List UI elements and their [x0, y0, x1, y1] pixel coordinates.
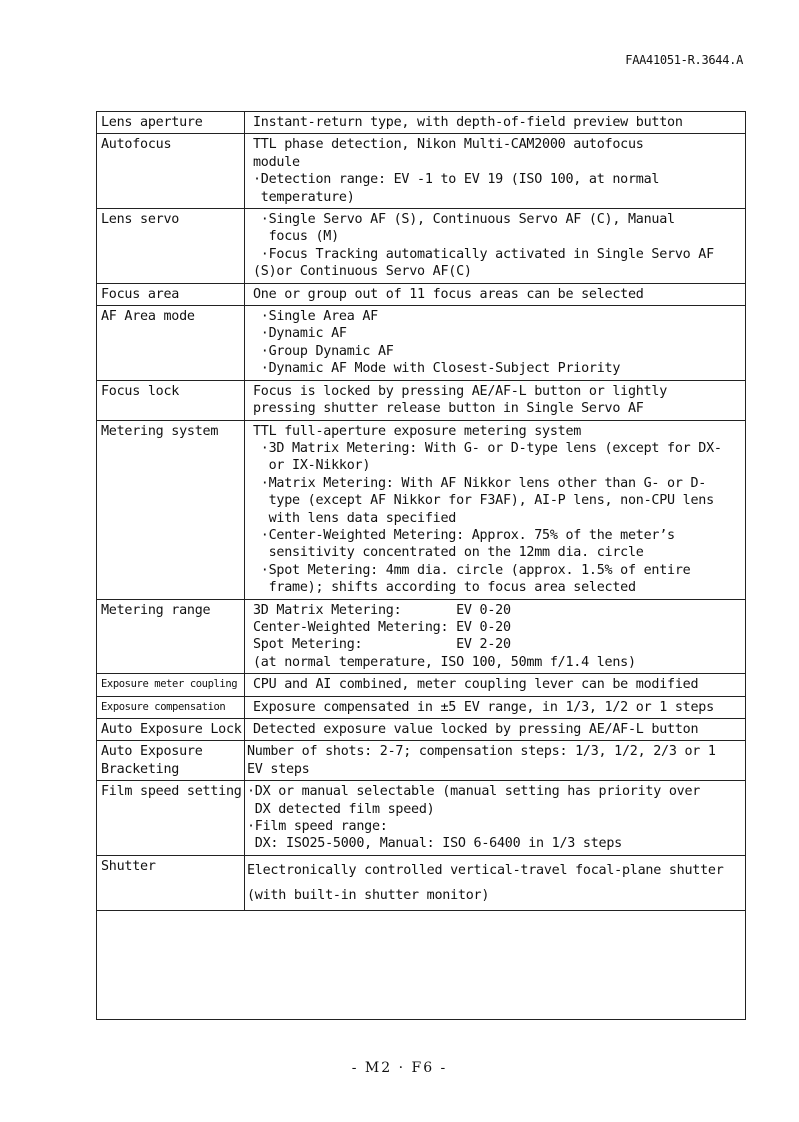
row-value: Focus is locked by pressing AE/AF-L button or lightly pressing shutter release button in Single Servo AF: [253, 383, 668, 417]
table-row: [97, 420, 745, 599]
row-value: ·Single Servo AF (S), Continuous Servo AF (C), Manual focus (M) ·Focus Tracking automatically activated in Single Servo AF (S)or Continuous Servo AF(C): [253, 212, 714, 280]
row-value: ·Single Area AF ·Dynamic AF ·Group Dynamic AF ·Dynamic AF Mode with Closest-Subject Priority: [260, 309, 621, 377]
table-row: [97, 718, 745, 740]
row-value: TTL full-aperture exposure metering system ·3D Matrix Metering: With G- or D-type lens (except for DX- or IX-Nikkor) ·Matrix Metering: With AF Nikkor lens other than G- or D- type (except AF Nikkor for F3AF), AI-P lens, non-CPU lens with lens data specified ·Center-Weighted Metering: Approx. 75% of the meter’s sensitivity concentrated on the 12mm dia. circle ·Spot Metering: 4mm dia. circle (approx. 1.5% of entire frame); shifts according to focus area selected: [253, 423, 722, 596]
table-row: [97, 673, 745, 695]
table-row: [97, 780, 745, 855]
row-label: Exposure compensation: [97, 697, 245, 718]
row-label: Focus area: [97, 284, 245, 305]
row-label: Lens aperture: [97, 112, 245, 133]
row-label: Auto Exposure Lock: [97, 719, 245, 740]
row-label: AF Area mode: [97, 306, 245, 380]
row-value: One or group out of 11 focus areas can be selected: [253, 286, 644, 302]
table-row: [97, 133, 745, 208]
document-id: FAA41051-R.3644.A: [625, 53, 743, 67]
row-value: Exposure compensated in ±5 EV range, in 1/3, 1/2 or 1 steps: [253, 699, 714, 715]
table-row: [97, 855, 745, 910]
row-value: Detected exposure value locked by pressing AE/AF-L button: [253, 722, 699, 737]
row-value: Instant-return type, with depth-of-field preview button: [253, 115, 683, 130]
table-row: [97, 599, 745, 674]
page-number: - M2 · F6 -: [351, 1060, 448, 1076]
row-label: Film speed setting: [97, 781, 245, 855]
table-row: [97, 112, 745, 133]
row-label: Metering system: [97, 421, 245, 599]
table-row: [97, 208, 745, 283]
table-row: [97, 305, 745, 380]
row-value: ·DX or manual selectable (manual setting has priority over DX detected film speed) ·Film speed range: DX: ISO25-5000, Manual: ISO 6-6400 in 1/3 steps: [247, 784, 701, 852]
row-value: Electronically controlled vertical-travel focal-plane shutter (with built-in shutter monitor): [247, 862, 724, 903]
row-label: Auto Exposure Bracketing: [97, 741, 245, 780]
row-value: 3D Matrix Metering: EV 0-20 Center-Weighted Metering: EV 0-20 Spot Metering: EV 2-20 (at normal temperature, ISO 100, 50mm f/1.4 lens): [253, 602, 636, 670]
row-label: Lens servo: [97, 209, 245, 283]
table-row: [97, 380, 745, 420]
empty-notes-area: [97, 910, 745, 1019]
row-label: Metering range: [97, 600, 245, 674]
row-label: Autofocus: [97, 134, 245, 208]
row-label: Shutter: [97, 856, 245, 910]
row-value: TTL phase detection, Nikon Multi-CAM2000 autofocus module ·Detection range: EV -1 to EV 19 (ISO 100, at normal temperature): [253, 137, 660, 205]
row-value: Number of shots: 2-7; compensation steps: 1/3, 1/2, 2/3 or 1 EV steps: [247, 744, 716, 777]
table-row: [97, 696, 745, 718]
spec-table: [96, 111, 746, 1020]
row-value: CPU and AI combined, meter coupling lever can be modified: [253, 677, 699, 693]
row-label: Exposure meter coupling: [97, 674, 245, 695]
table-row: [97, 283, 745, 305]
table-row: [97, 740, 745, 780]
row-label: Focus lock: [97, 381, 245, 420]
